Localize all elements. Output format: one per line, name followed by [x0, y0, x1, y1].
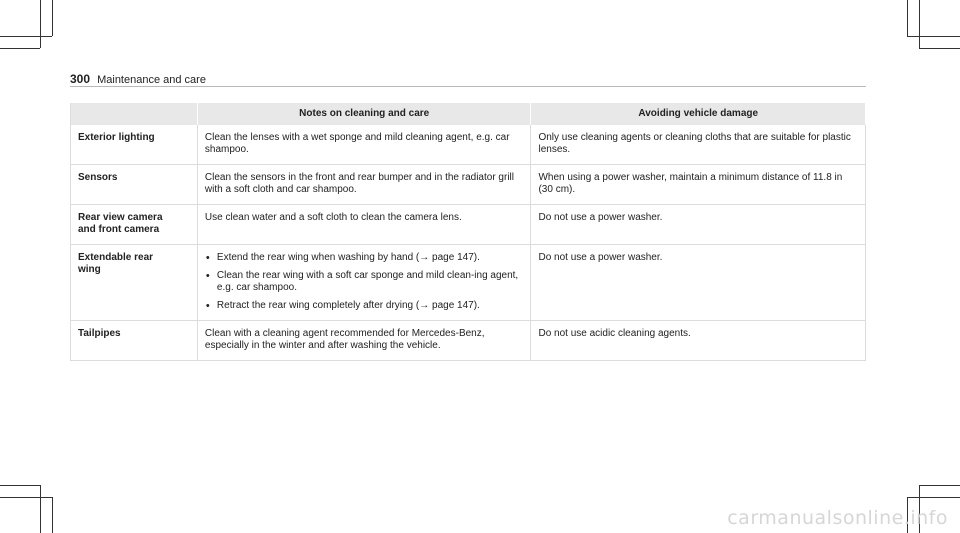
row-notes: Clean the lenses with a wet sponge and mild cleaning agent, e.g. car shampoo. — [197, 125, 531, 165]
crop-mark — [919, 48, 960, 49]
page-header — [70, 72, 206, 86]
row-area: Tailpipes — [71, 321, 198, 361]
crop-mark — [40, 0, 41, 48]
header-notes: Notes on cleaning and care — [197, 103, 531, 125]
table-row — [71, 321, 866, 361]
crop-mark — [0, 497, 52, 498]
crop-mark — [52, 0, 53, 36]
list-item: • Retract the rear wing completely after drying (→ page 147). — [205, 300, 524, 312]
section-title: Maintenance and care — [97, 74, 206, 86]
header-avoid: Avoiding vehicle damage — [531, 103, 866, 125]
row-avoid: Only use cleaning agents or cleaning cloths that are suitable for plastic lenses. — [531, 125, 866, 165]
row-notes — [197, 245, 531, 321]
list-item: • Clean the rear wing with a soft car sponge and mild clean-ing agent, e.g. car shampoo. — [205, 270, 524, 294]
header-area — [71, 103, 198, 125]
bullet-list — [205, 252, 524, 312]
crop-mark — [0, 485, 40, 486]
table-row — [71, 205, 866, 245]
row-avoid: Do not use acidic cleaning agents. — [531, 321, 866, 361]
table-header-row — [71, 103, 866, 125]
row-area: Sensors — [71, 165, 198, 205]
watermark: carmanualsonline.info — [727, 507, 948, 529]
crop-mark — [919, 485, 960, 486]
list-item: • Extend the rear wing when washing by hand (→ page 147). — [205, 252, 524, 264]
row-avoid: Do not use a power washer. — [531, 205, 866, 245]
header-rule — [70, 86, 866, 87]
row-area: Extendable rear wing — [71, 245, 198, 321]
crop-mark — [907, 497, 960, 498]
row-avoid: Do not use a power washer. — [531, 245, 866, 321]
table-row — [71, 245, 866, 321]
row-area: Exterior lighting — [71, 125, 198, 165]
crop-mark — [0, 48, 40, 49]
table-row — [71, 125, 866, 165]
crop-mark — [0, 36, 52, 37]
crop-mark — [907, 36, 960, 37]
care-table — [70, 103, 866, 361]
row-notes: Clean with a cleaning agent recommended for Mercedes-Benz, especially in the winter and after washing the vehicle. — [197, 321, 531, 361]
table-row — [71, 165, 866, 205]
crop-mark — [52, 497, 53, 533]
crop-mark — [907, 0, 908, 36]
row-area: Rear view camera and front camera — [71, 205, 198, 245]
page-number: 300 — [70, 72, 91, 86]
crop-mark — [40, 485, 41, 533]
row-notes: Clean the sensors in the front and rear bumper and in the radiator grill with a soft cloth and car shampoo. — [197, 165, 531, 205]
crop-mark — [919, 0, 920, 48]
row-avoid: When using a power washer, maintain a minimum distance of 11.8 in (30 cm). — [531, 165, 866, 205]
row-notes: Use clean water and a soft cloth to clean the camera lens. — [197, 205, 531, 245]
